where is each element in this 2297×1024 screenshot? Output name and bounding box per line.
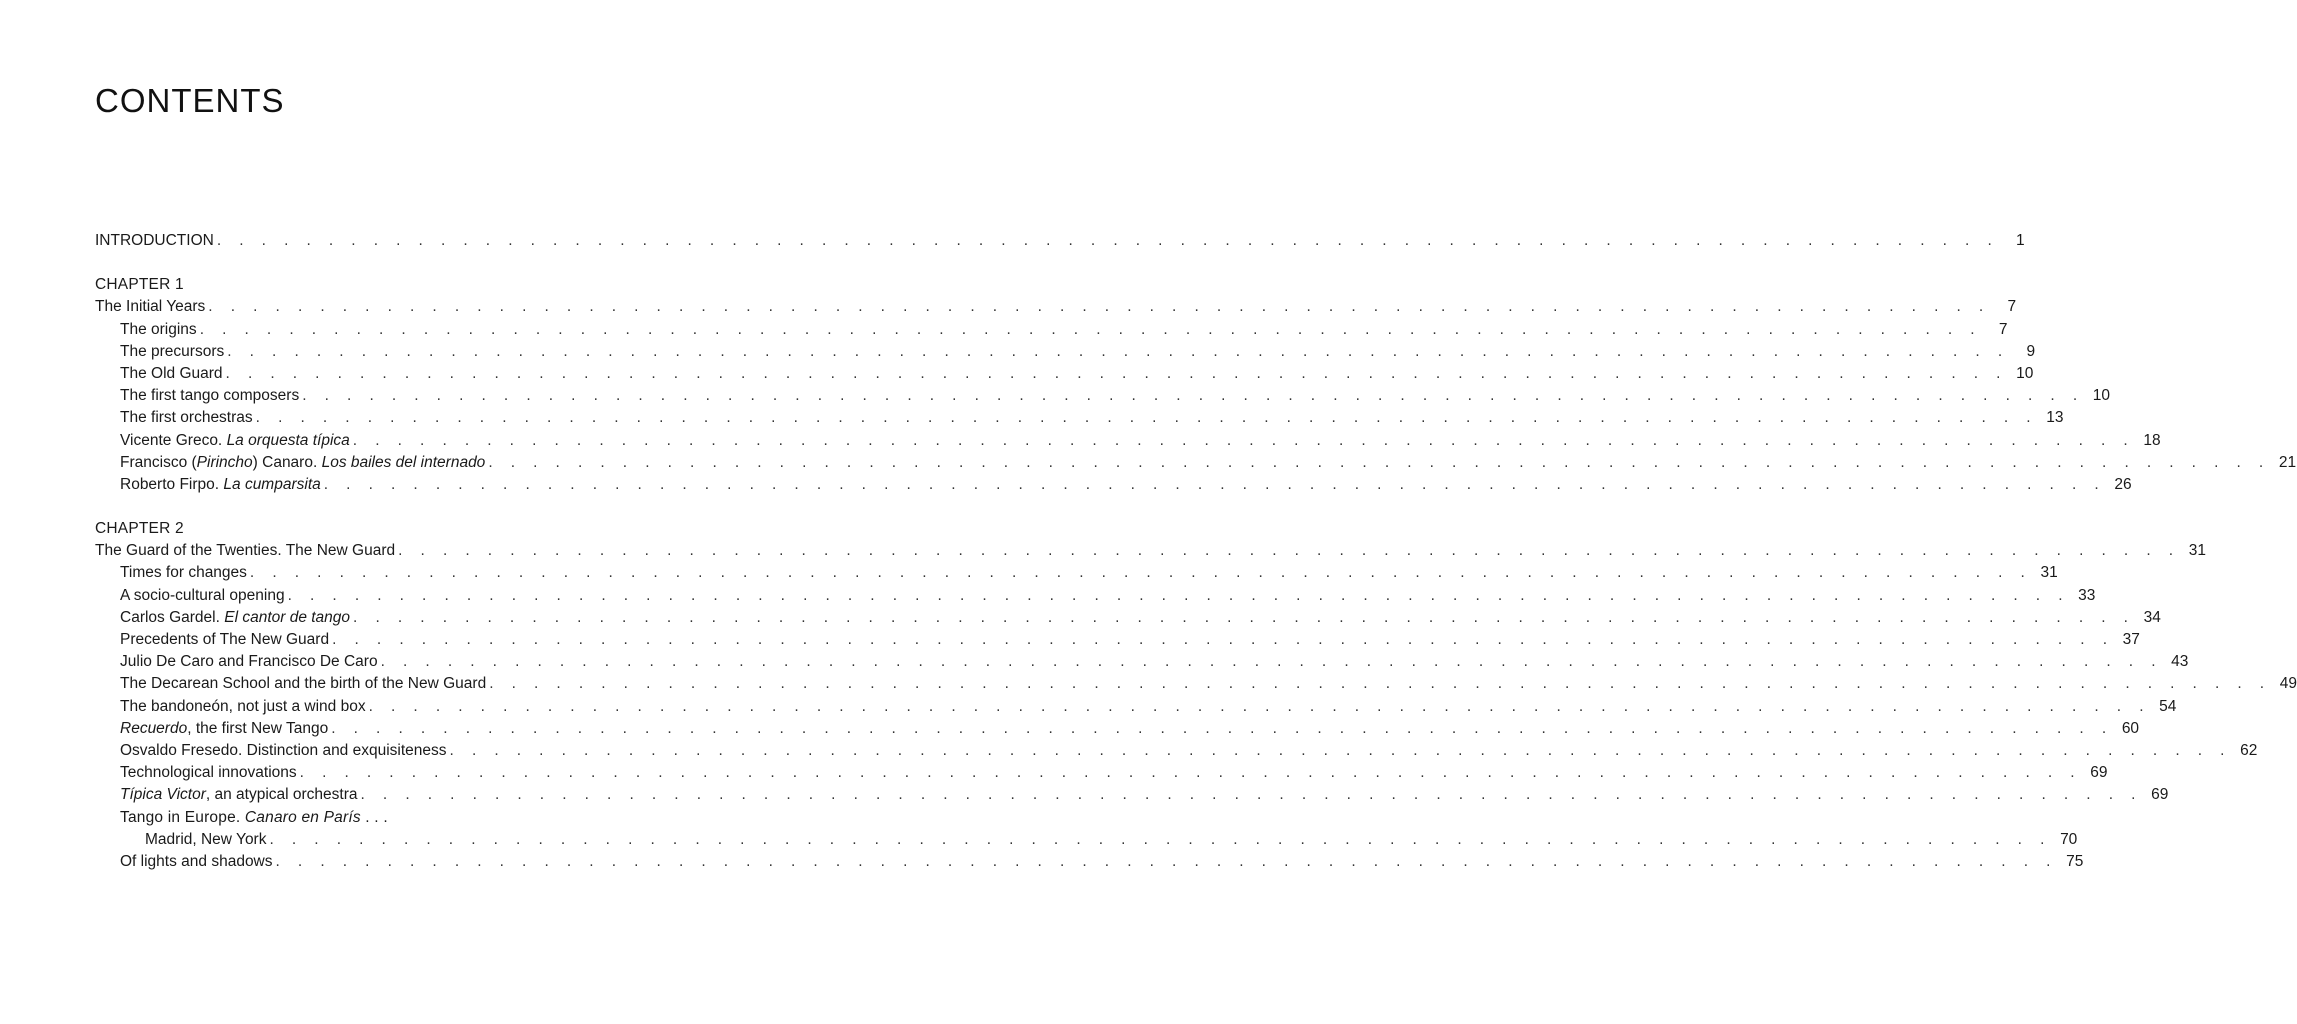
toc-entry[interactable] bbox=[95, 452, 2297, 474]
page-number: 69 bbox=[2151, 786, 2169, 804]
dot-leader: . . . . . . . . . . . . . . . . . . . . . . . . . . . . . . . . . . . . . . . . . . . . . . . . . . . . . . . . . . . . . . . . . . . . . . . . . . . . . . . . bbox=[269, 830, 2052, 848]
toc-entry-title bbox=[95, 230, 217, 252]
toc-entry[interactable] bbox=[95, 851, 2084, 873]
toc-entry-title bbox=[95, 585, 288, 607]
title-fragment: The bandoneón, not just a wind box bbox=[120, 697, 366, 715]
title-fragment: Roberto Firpo. bbox=[120, 475, 224, 493]
italic-title-fragment: Los bailes del internado bbox=[321, 453, 486, 471]
toc-entry-title bbox=[95, 341, 227, 363]
page-number: 43 bbox=[2171, 653, 2189, 671]
title-fragment: Francisco ( bbox=[120, 453, 197, 471]
toc-entry-title bbox=[95, 540, 398, 562]
dot-leader: . . . . . . . . . . . . . . . . . . . . . . . . . . . . . . . . . . . . . . . . . . . . . . . . . . . . . . . . . . . . . . . . . . . . . . . . . . . . . . . . bbox=[208, 298, 1991, 316]
dot-leader: . . . . . . . . . . . . . . . . . . . . . . . . . . . . . . . . . . . . . . . . . . . . . . . . . . . . . . . . . . . . . . . . . . . . . . . . . . . . . . . . bbox=[352, 431, 2135, 449]
toc-entry[interactable] bbox=[95, 673, 2297, 695]
toc-entry-title bbox=[95, 518, 187, 540]
page-number: 9 bbox=[2026, 342, 2036, 360]
toc-entry-title bbox=[95, 718, 331, 740]
title-fragment: CHAPTER 1 bbox=[95, 276, 184, 294]
dot-leader: . . . . . . . . . . . . . . . . . . . . . . . . . . . . . . . . . . . . . . . . . . . . . . . . . . . . . . . . . . . . . . . . . . . . . . . . . . . . . . . . bbox=[299, 764, 2082, 782]
dot-leader: . . . . . . . . . . . . . . . . . . . . . . . . . . . . . . . . . . . . . . . . . . . . . . . . . . . . . . . . . . . . . . . . . . . . . . . . . . . . . . . . bbox=[302, 387, 2085, 405]
toc-entry-title bbox=[95, 740, 450, 762]
toc-entry-title bbox=[95, 363, 226, 385]
toc-entry-title bbox=[95, 274, 187, 296]
dot-leader: . . . . . . . . . . . . . . . . . . . . . . . . . . . . . . . . . . . . . . . . . . . . . . . . . . . . . . . . . . . . . . . . . . . . . . . . . . . . . . . . bbox=[398, 542, 2180, 560]
title-fragment: Times for changes bbox=[120, 564, 247, 582]
title-fragment: The Initial Years bbox=[95, 298, 206, 316]
dot-leader: . . . . . . . . . . . . . . . . . . . . . . . . . . . . . . . . . . . . . . . . . . . . . . . . . . . . . . . . . . . . . . . . . . . . . . . . . . . . . . . . bbox=[323, 475, 2106, 493]
toc-entry-title bbox=[95, 430, 353, 452]
italic-title-fragment: Canaro en París bbox=[244, 808, 361, 826]
page-number: 31 bbox=[2188, 542, 2206, 560]
dot-leader: . . . . . . . . . . . . . . . . . . . . . . . . . . . . . . . . . . . . . . . . . . . . . . . . . . . . . . . . . . . . . . . . . . . . . . . . . . . . . . . . bbox=[199, 320, 1982, 338]
title-fragment: , an atypical orchestra bbox=[205, 786, 358, 804]
toc-entry-title bbox=[95, 784, 361, 806]
page-number: 26 bbox=[2114, 475, 2132, 493]
dot-leader: . . . . . . . . . . . . . . . . . . . . . . . . . . . . . . . . . . . . . . . . . . . . . . . . . . . . . . . . . . . . . . . . . . . . . . . . . . . . . . . . bbox=[488, 453, 2271, 471]
toc-entry-title bbox=[95, 319, 200, 341]
title-fragment: Precedents of The New Guard bbox=[120, 631, 330, 648]
toc-entry[interactable] bbox=[95, 696, 2177, 718]
title-fragment: CHAPTER 2 bbox=[95, 520, 184, 538]
toc-entry[interactable] bbox=[95, 341, 2036, 363]
title-fragment: , the first New Tango bbox=[187, 719, 329, 737]
title-fragment: Osvaldo Fresedo. Distinction and exquisiteness bbox=[120, 741, 447, 759]
page-number: 21 bbox=[2278, 453, 2297, 471]
toc-entry[interactable] bbox=[95, 407, 2064, 429]
italic-title-fragment: Recuerdo bbox=[120, 719, 188, 737]
toc-entry[interactable] bbox=[95, 607, 2161, 629]
toc-heading bbox=[95, 274, 608, 296]
title-fragment: Of lights and shadows bbox=[120, 852, 273, 870]
dot-leader: . . . . . . . . . . . . . . . . . . . . . . . . . . . . . . . . . . . . . . . . . . . . . . . . . . . . . . . . . . . . . . . . . . . . . . . . . . . . . . . . bbox=[380, 653, 2163, 671]
page-number: 34 bbox=[2143, 608, 2161, 626]
toc-entry-title bbox=[95, 762, 300, 784]
toc-entry-title bbox=[95, 562, 250, 584]
toc-entry[interactable] bbox=[95, 740, 2258, 762]
title-fragment: The origins bbox=[120, 320, 197, 338]
page-number: 75 bbox=[2066, 852, 2084, 870]
toc-entry[interactable] bbox=[95, 430, 2161, 452]
page-number: 1 bbox=[2016, 232, 2025, 249]
dot-leader: . . . . . . . . . . . . . . . . . . . . . . . . . . . . . . . . . . . . . . . . . . . . . . . . . . . . . . . . . . . . . . . . . . . . . . . . . . . . . . . . bbox=[331, 719, 2114, 737]
title-fragment: Madrid, New York bbox=[145, 830, 267, 848]
page-number: 10 bbox=[2092, 387, 2111, 405]
title-fragment: Carlos Gardel. bbox=[120, 608, 225, 626]
toc-entry-title bbox=[95, 829, 269, 851]
page-number: 60 bbox=[2121, 719, 2140, 737]
page-number: 49 bbox=[2279, 675, 2297, 693]
italic-title-fragment: La orquesta típica bbox=[226, 431, 350, 449]
toc-entry-title bbox=[95, 651, 381, 673]
dot-leader: . . . . . . . . . . . . . . . . . . . . . . . . . . . . . . . . . . . . . . . . . . . . . . . . . . . . . . . . . . . . . . . . . . . . . . . . . . . . . . . . bbox=[360, 786, 2143, 804]
toc-heading bbox=[95, 807, 608, 829]
toc-entry[interactable] bbox=[95, 718, 2140, 740]
title-fragment: Vicente Greco. bbox=[120, 431, 227, 449]
dot-leader: . . . . . . . . . . . . . . . . . . . . . . . . . . . . . . . . . . . . . . . . . . . . . . . . . . . . . . . . . . . . . . . . . . . . . . . . . . . . . . . . bbox=[449, 741, 2232, 759]
title-fragment: Julio De Caro and Francisco De Caro bbox=[120, 653, 378, 671]
title-fragment: The Guard of the Twenties. The New Guard bbox=[95, 542, 396, 560]
toc-entry[interactable] bbox=[95, 829, 2078, 851]
toc-entry[interactable] bbox=[95, 629, 2140, 651]
page-number: 70 bbox=[2060, 830, 2078, 848]
toc-entry[interactable] bbox=[95, 230, 2025, 252]
toc-entry[interactable] bbox=[95, 762, 2108, 784]
title-fragment: Tango in Europe. bbox=[120, 808, 245, 826]
table-of-contents bbox=[95, 230, 2297, 873]
title-fragment: A socio-cultural opening bbox=[120, 586, 285, 604]
toc-entry-title bbox=[95, 807, 391, 829]
page-number: 10 bbox=[2016, 364, 2034, 382]
dot-leader: . . . . . . . . . . . . . . . . . . . . . . . . . . . . . . . . . . . . . . . . . . . . . . . . . . . . . . . . . . . . . . . . . . . . . . . . . . . . . . . . bbox=[225, 364, 2008, 382]
dot-leader: . . . . . . . . . . . . . . . . . . . . . . . . . . . . . . . . . . . . . . . . . . . . . . . . . . . . . . . . . . . . . . . . . . . . . . . . . . . . . . . . bbox=[249, 564, 2032, 582]
dot-leader: . . . . . . . . . . . . . . . . . . . . . . . . . . . . . . . . . . . . . . . . . . . . . . . . . . . . . . . . . . . . . . . . . . . . . . . . . . . . . . . . bbox=[216, 232, 1999, 249]
toc-entry-title bbox=[95, 673, 489, 695]
toc-entry-title bbox=[95, 851, 276, 873]
italic-title-fragment: Típica Victor bbox=[120, 786, 206, 804]
dot-leader: . . . . . . . . . . . . . . . . . . . . . . . . . . . . . . . . . . . . . . . . . . . . . . . . . . . . . . . . . . . . . . . . . . . . . . . . . . . . . . . . bbox=[287, 586, 2070, 604]
toc-entry[interactable] bbox=[95, 474, 2132, 496]
toc-heading bbox=[95, 518, 608, 540]
page-number: 33 bbox=[2078, 586, 2096, 604]
title-fragment: Technological innovations bbox=[120, 764, 297, 782]
toc-entry[interactable] bbox=[95, 296, 2017, 318]
italic-title-fragment: Pirincho bbox=[196, 453, 253, 471]
title-fragment: The first orchestras bbox=[120, 409, 253, 427]
dot-leader: . . . . . . . . . . . . . . . . . . . . . . . . . . . . . . . . . . . . . . . . . . . . . . . . . . . . . . . . . . . . . . . . . . . . . . . . . . . . . . . . bbox=[227, 342, 2010, 360]
toc-entry[interactable] bbox=[95, 385, 2111, 407]
page-number: 62 bbox=[2240, 741, 2258, 759]
page-number: 69 bbox=[2090, 764, 2108, 782]
toc-entry-title bbox=[95, 407, 256, 429]
dot-leader: . . . . . . . . . . . . . . . . . . . . . . . . . . . . . . . . . . . . . . . . . . . . . . . . . . . . . . . . . . . . . . . . . . . . . . . . . . . . . . . . bbox=[255, 409, 2038, 427]
page-number: 7 bbox=[1998, 320, 2008, 338]
italic-title-fragment: La cumparsita bbox=[223, 475, 321, 493]
toc-entry-title bbox=[95, 385, 302, 407]
toc-entry-title bbox=[95, 629, 332, 651]
page-number: 31 bbox=[2040, 564, 2058, 582]
page-title: CONTENTS bbox=[95, 82, 285, 119]
dot-leader: . . . . . . . . . . . . . . . . . . . . . . . . . . . . . . . . . . . . . . . . . . . . . . . . . . . . . . . . . . . . . . . . . . . . . . . . . . . . . . . . bbox=[368, 697, 2151, 715]
toc-entry-title bbox=[95, 452, 488, 474]
toc-entry-title bbox=[95, 607, 353, 629]
title-fragment: ) Canaro. bbox=[252, 453, 322, 471]
toc-entry[interactable] bbox=[95, 540, 2206, 562]
page-number: 7 bbox=[2007, 298, 2017, 316]
dot-leader: . . . . . . . . . . . . . . . . . . . . . . . . . . . . . . . . . . . . . . . . . . . . . . . . . . . . . . . . . . . . . . . . . . . . . . . . . . . . . . . . bbox=[353, 608, 2135, 626]
dot-leader: . . . . . . . . . . . . . . . . . . . . . . . . . . . . . . . . . . . . . . . . . . . . . . . . . . . . . . . . . . . . . . . . . . . . . . . . . . . . . . . . bbox=[275, 852, 2058, 870]
page-number: 18 bbox=[2143, 431, 2161, 449]
toc-entry-title bbox=[95, 696, 369, 718]
toc-entry[interactable] bbox=[95, 651, 2189, 673]
title-fragment: INTRODUCTION bbox=[95, 232, 214, 249]
title-fragment: The first tango composers bbox=[120, 387, 300, 405]
dot-leader: . . . . . . . . . . . . . . . . . . . . . . . . . . . . . . . . . . . . . . . . . . . . . . . . . . . . . . . . . . . . . . . . . . . . . . . . . . . . . . . . bbox=[332, 631, 2114, 648]
page-number: 37 bbox=[2122, 631, 2140, 648]
title-fragment: . . . bbox=[360, 808, 388, 826]
title-fragment: The Decarean School and the birth of the New Guard bbox=[120, 675, 487, 693]
toc-entry[interactable] bbox=[95, 363, 2034, 385]
toc-entry-title bbox=[95, 296, 208, 318]
toc-entry[interactable] bbox=[95, 784, 2169, 806]
title-fragment: The Old Guard bbox=[120, 364, 223, 382]
toc-entry[interactable] bbox=[95, 562, 2058, 584]
italic-title-fragment: El cantor de tango bbox=[224, 608, 351, 626]
toc-entry[interactable] bbox=[95, 319, 2008, 341]
title-fragment: The precursors bbox=[120, 342, 225, 360]
dot-leader: . . . . . . . . . . . . . . . . . . . . . . . . . . . . . . . . . . . . . . . . . . . . . . . . . . . . . . . . . . . . . . . . . . . . . . . . . . . . . . . . bbox=[489, 675, 2272, 693]
page-number: 54 bbox=[2159, 697, 2177, 715]
page-number: 13 bbox=[2046, 409, 2064, 427]
toc-entry[interactable] bbox=[95, 585, 2096, 607]
toc-entry-title bbox=[95, 474, 324, 496]
